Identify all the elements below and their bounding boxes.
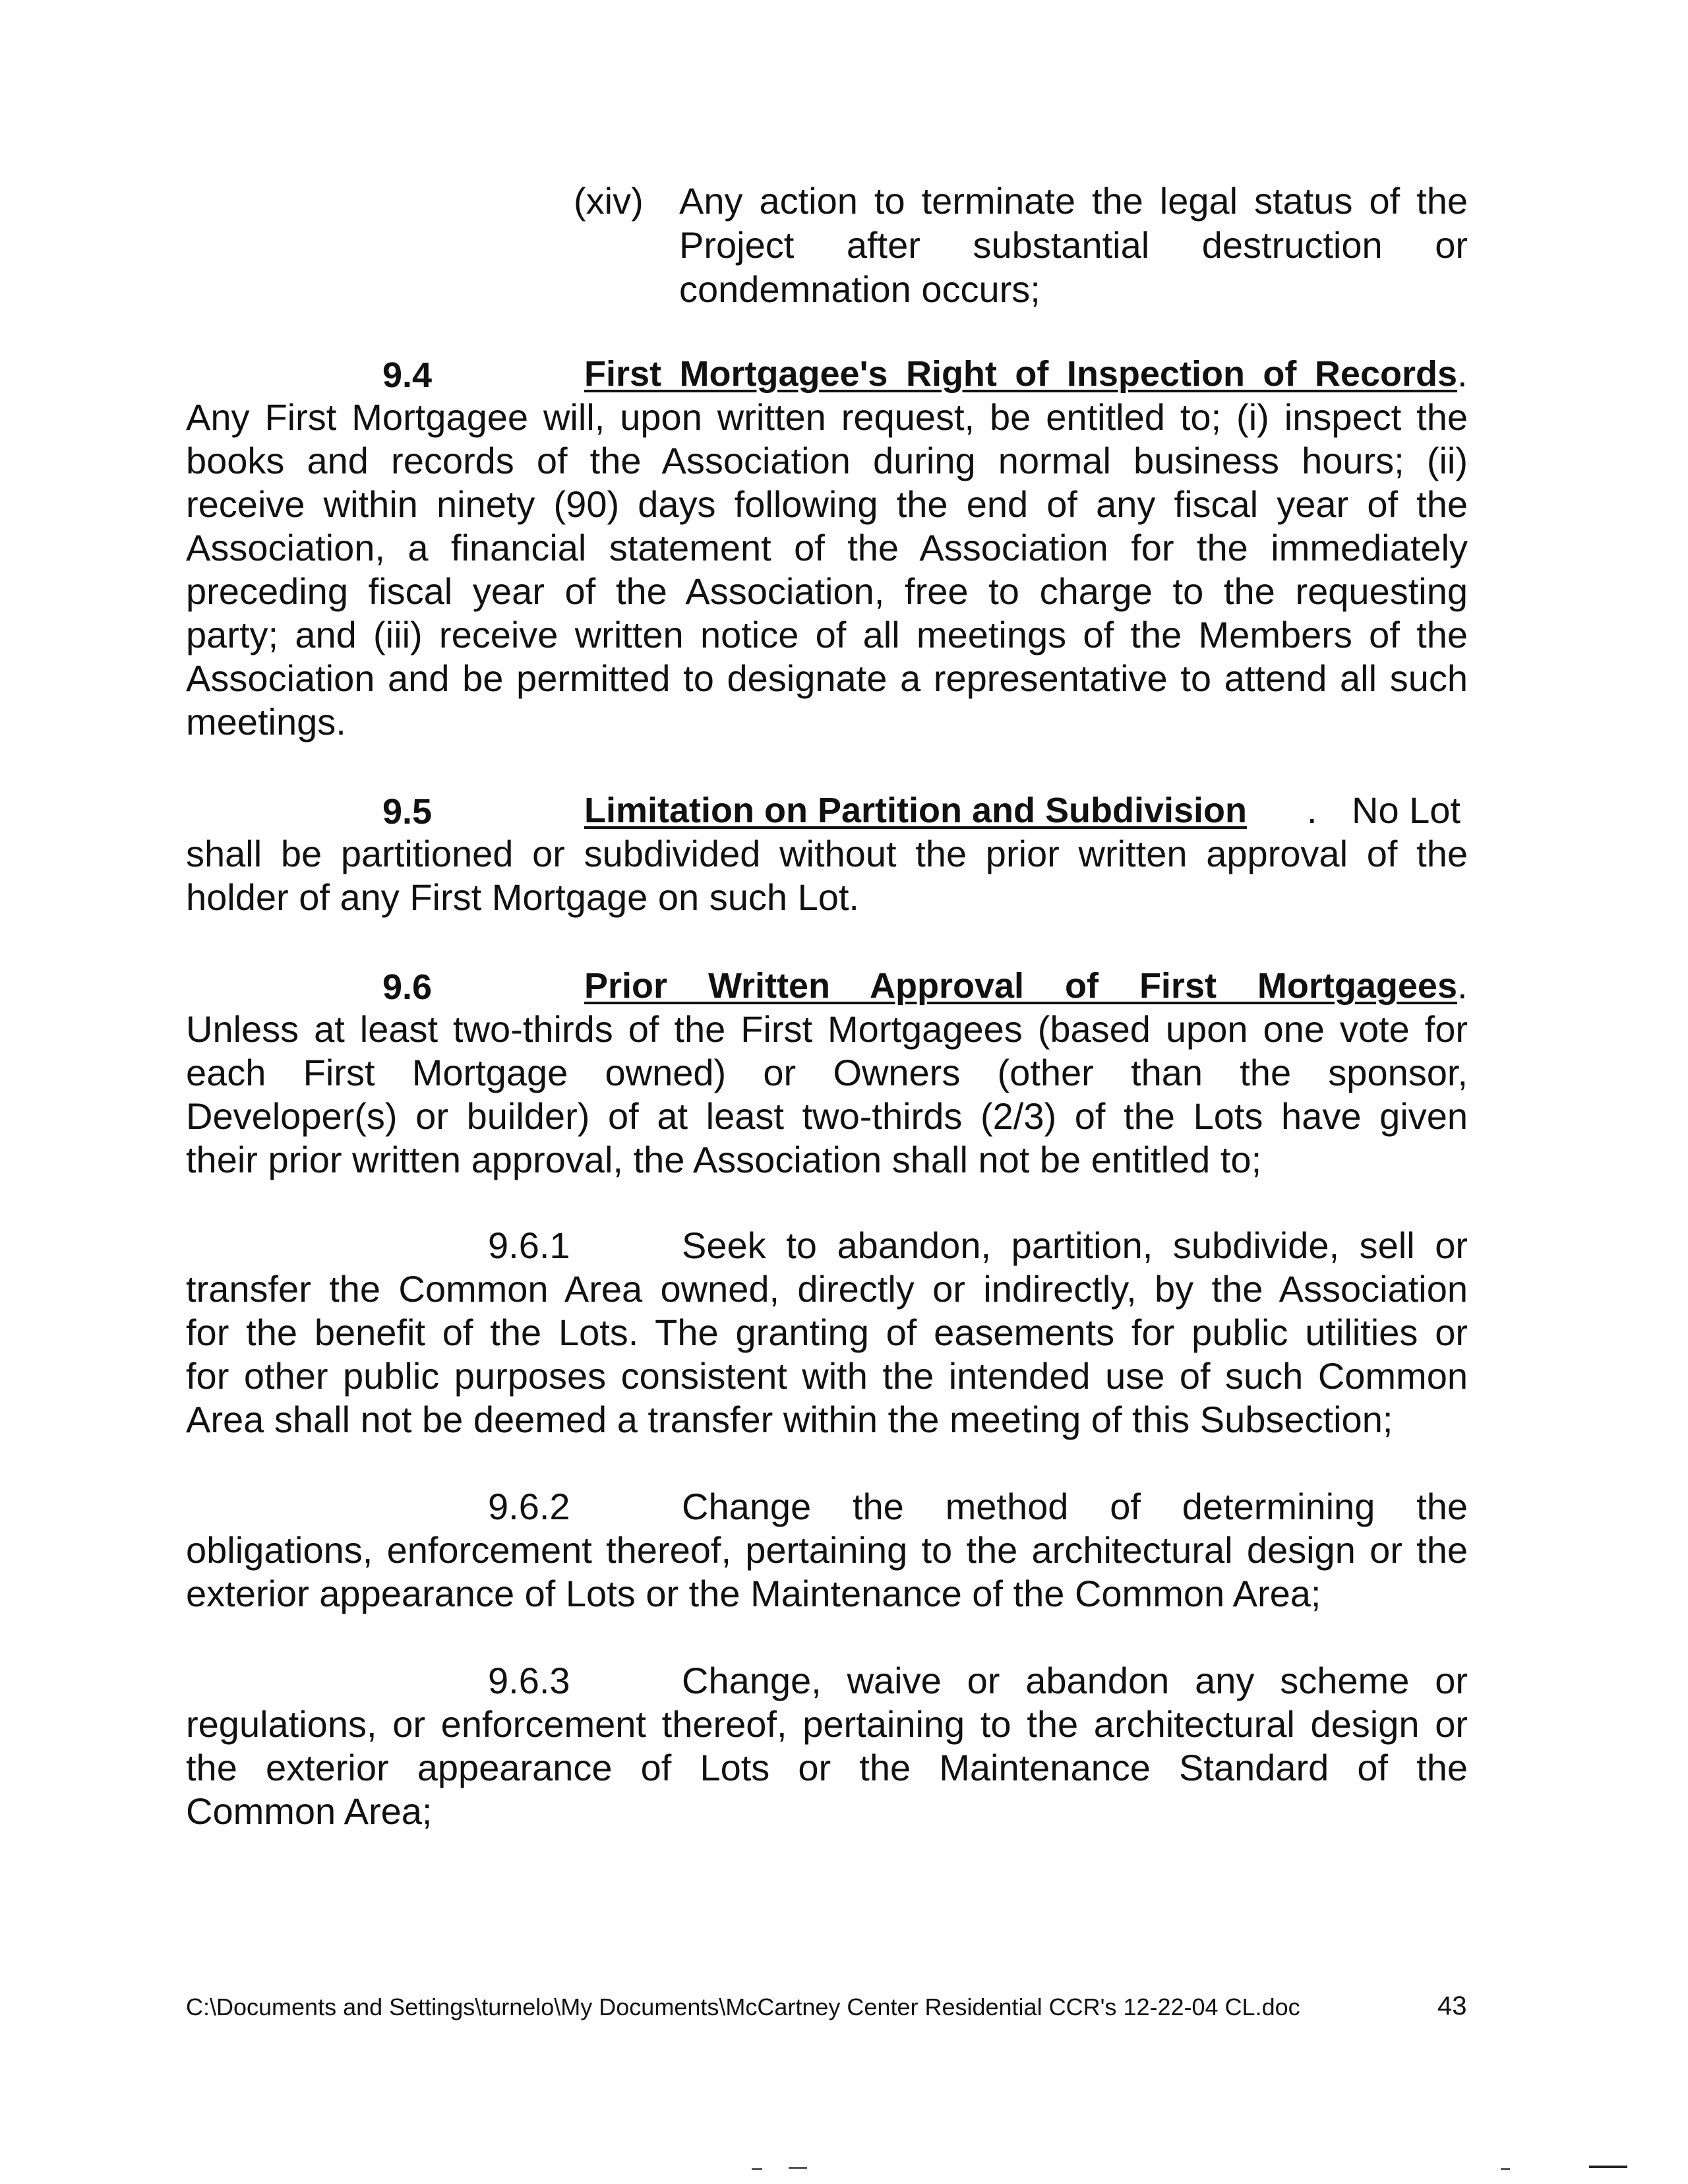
section-9-4-title-period: .	[1457, 353, 1468, 394]
section-9-4-line-2: books and records of the Association during normal business hours; (ii)	[186, 440, 1468, 481]
section-9-6-line-2: each First Mortgage owned) or Owners (other than the sponsor,	[186, 1052, 1468, 1093]
scan-speck	[789, 2167, 807, 2169]
section-9-5-line-1: shall be partitioned or subdivided without the prior written approval of the	[186, 833, 1468, 874]
section-9-6-2-line-1: obligations, enforcement thereof, pertaining to the architectural design or the	[186, 1529, 1468, 1571]
section-9-6-line-3: Developer(s) or builder) of at least two-thirds (2/3) of the Lots have given	[186, 1095, 1468, 1137]
section-9-4-line-3: receive within ninety (90) days following the end of any fiscal year of the	[186, 483, 1468, 525]
section-9-6-title: Prior Written Approval of First Mortgagees	[584, 966, 1457, 1006]
section-9-4-number: 9.4	[382, 355, 433, 395]
section-9-6-2-first-line-rest: Change the method of determining the	[682, 1486, 1468, 1527]
section-9-6-3-first-line-rest: Change, waive or abandon any scheme or	[682, 1660, 1468, 1701]
item-xiv-line-1: Any action to terminate the legal status of the	[679, 180, 1468, 222]
section-9-6-1-line-1: transfer the Common Area owned, directly or indirectly, by the Association	[186, 1268, 1468, 1310]
section-9-5-number: 9.5	[382, 792, 433, 832]
scan-speck	[1589, 2166, 1627, 2168]
section-9-6-line-4: their prior written approval, the Association shall not be entitled to;	[186, 1139, 1262, 1180]
section-9-6-1-number: 9.6.1	[488, 1225, 570, 1266]
section-9-5-title-period: .	[1307, 789, 1317, 831]
section-9-6-number: 9.6	[382, 967, 433, 1007]
section-9-6-1-line-4: Area shall not be deemed a transfer within the meeting of this Subsection;	[186, 1399, 1393, 1440]
section-9-6-3-line-1: regulations, or enforcement thereof, pertaining to the architectural design or	[186, 1703, 1468, 1745]
item-xiv-label: (xiv)	[574, 180, 644, 222]
section-9-6-3-number: 9.6.3	[488, 1660, 570, 1701]
section-9-5-line-2: holder of any First Mortgage on such Lot.	[186, 876, 859, 918]
section-9-4-line-1: Any First Mortgagee will, upon written request, be entitled to; (i) inspect the	[186, 396, 1468, 438]
scan-speck	[1501, 2168, 1510, 2170]
item-xiv-line-2: Project after substantial destruction or	[679, 224, 1468, 266]
scan-speck	[752, 2168, 762, 2170]
section-9-4-line-4: Association, a financial statement of the Association for the immediately	[186, 527, 1468, 568]
section-9-6-1-line-3: for other public purposes consistent with the intended use of such Common	[186, 1355, 1468, 1397]
section-9-4-title: First Mortgagee's Right of Inspection of Records	[584, 354, 1457, 394]
section-9-4-line-8: meetings.	[186, 701, 346, 743]
section-9-6-3-line-3: Common Area;	[186, 1790, 433, 1832]
section-9-6-2-line-2: exterior appearance of Lots or the Maintenance of the Common Area;	[186, 1573, 1321, 1614]
section-9-4-line-6: party; and (iii) receive written notice of all meetings of the Members of the	[186, 614, 1468, 655]
footer-file-path: C:\Documents and Settings\turnelo\My Documents\McCartney Center Residential CCR's 12-22-04 CL.doc	[186, 1993, 1300, 2020]
section-9-6-1-line-2: for the benefit of the Lots. The granting of easements for public utilities or	[186, 1312, 1468, 1353]
footer-page-number: 43	[1437, 1991, 1467, 2020]
section-9-4-line-7: Association and be permitted to designate a representative to attend all such	[186, 657, 1468, 699]
section-9-5-title: Limitation on Partition and Subdivision	[584, 791, 1247, 830]
section-9-5-first-line-rest: No Lot	[1352, 789, 1461, 831]
section-9-4-line-5: preceding fiscal year of the Association, free to charge to the requesting	[186, 570, 1468, 612]
section-9-6-3-line-2: the exterior appearance of Lots or the Maintenance Standard of the	[186, 1747, 1468, 1788]
section-9-6-1-first-line-rest: Seek to abandon, partition, subdivide, sell or	[682, 1225, 1468, 1266]
section-9-6-line-1: Unless at least two-thirds of the First Mortgagees (based upon one vote for	[186, 1008, 1468, 1050]
section-9-6-title-period: .	[1457, 965, 1468, 1006]
item-xiv-line-3: condemnation occurs;	[679, 268, 1040, 310]
section-9-6-2-number: 9.6.2	[488, 1486, 570, 1527]
